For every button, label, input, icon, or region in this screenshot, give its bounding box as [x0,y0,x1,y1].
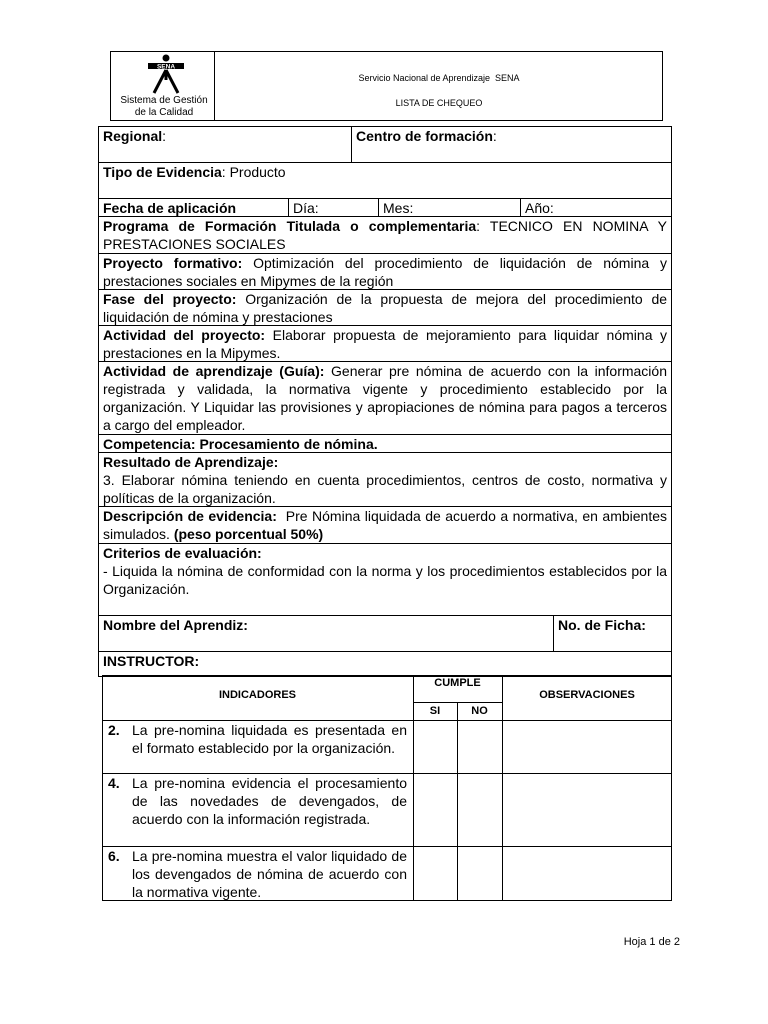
programa-label: Programa de Formación Titulada o complementaria [103,218,477,234]
actividad-aprendizaje-value: Generar pre nómina de acuerdo con la información registrada y validada, la normativa vigente y procedimiento establecido por la organización. Y Liquidar las provisiones y apropiaciones de nómina para pagos a terceros a cargo del empleador. [103,363,667,433]
tipo-evidencia: Tipo de Evidencia: Producto [103,164,286,180]
indicator-text: La pre-nomina muestra el valor liquidado de los devengados de nómina de acuerdo con la normativa vigente. [132,848,407,900]
si-cell-row-2[interactable] [414,774,457,846]
no-cell-row-3[interactable] [458,847,502,901]
actividad-aprendizaje-label: Actividad de aprendizaje (Guía): [103,363,325,379]
criterios-value: - Liquida la nómina de conformidad con la norma y los procedimientos establecidos por la Organización. [103,563,667,597]
fecha-label: Fecha de aplicación [103,200,237,216]
header-divider [214,51,215,121]
actividad-proyecto-row [99,326,671,362]
proyecto-label: Proyecto formativo: [103,255,243,271]
nombre-aprendiz-field[interactable]: Nombre del Aprendiz: [103,617,248,633]
resultado-value: 3. Elaborar nómina teniendo en cuenta procedimientos, centros de costo, normativa y políticas de la organización. [103,472,667,506]
actividad-aprendizaje-row [99,362,671,434]
anio-field[interactable]: Año: [525,200,554,216]
programa-row: Programa de Formación Titulada o complementaria: TECNICO EN NOMINA Y PRESTACIONES SOCIALES [103,218,667,252]
indicator-number: 6. [108,848,120,864]
dia-field[interactable]: Día: [293,200,319,216]
proyecto-row [99,254,671,290]
descripcion-value: Pre Nómina liquidada de acuerdo a normativa, en ambientes simulados. [103,508,668,542]
resultado-label: Resultado de Aprendizaje: [103,454,279,470]
logo-text: SENA [156,63,176,71]
institution-name: Servicio Nacional de Aprendizaje SENA [358,73,520,83]
no-cell-row-1[interactable] [458,721,502,773]
si-cell-row-3[interactable] [414,847,457,901]
col-indicadores: INDICADORES [218,689,296,701]
actividad-proyecto-value: Elaborar propuesta de mejoramiento para liquidar nómina y prestaciones en la Mipymes. [103,327,668,361]
centro-field[interactable]: Centro de formación: [356,128,497,144]
indicator-text: La pre-nomina liquidada es presentada en el formato establecido por la organización. [132,722,407,756]
descripcion-row [99,507,671,543]
regional-label: Regional [103,128,163,144]
document-type: LISTA DE CHEQUEO [395,98,483,108]
system-line-1: Sistema de Gestión [120,95,208,106]
regional-field[interactable]: Regional: [103,128,167,144]
descripcion-label: Descripción de evidencia: [103,508,277,524]
fase-value: Organización de la propuesta de mejora del procedimiento de liquidación de nómina y prestaciones [103,291,668,325]
descripcion-peso: (peso porcentual 50%) [173,526,324,542]
centro-label: Centro de formación [356,128,493,144]
col-no: NO [471,705,488,717]
page-number: Hoja 1 de 2 [623,936,680,948]
ficha-field[interactable]: No. de Ficha: [558,617,646,633]
no-cell-row-2[interactable] [458,774,502,846]
col-si: SI [429,705,441,717]
programa-value: TECNICO EN NOMINA Y PRESTACIONES SOCIALES [103,218,667,252]
instructor-field[interactable]: INSTRUCTOR: [103,653,200,669]
indicator-text: La pre-nomina evidencia el procesamiento de las novedades de devengados, de acuerdo con la información registrada. [132,775,407,827]
obs-cell-row-2[interactable] [503,774,671,846]
competencia-row: Competencia: Procesamiento de nómina. [103,436,378,452]
tipo-label: Tipo de Evidencia [103,164,222,180]
obs-cell-row-3[interactable] [503,847,671,901]
indicator-row [102,721,413,773]
resultado-row [99,453,671,507]
col-cumple: CUMPLE [434,677,481,689]
fase-row [99,290,671,326]
indicator-row [102,774,413,846]
system-label [114,95,214,119]
proyecto-value: Optimización del procedimiento de liquidación de nómina y prestaciones sociales en Mipymes de la región [103,255,668,289]
obs-cell-row-1[interactable] [503,721,671,773]
mes-field[interactable]: Mes: [383,200,414,216]
indicator-row [102,847,413,901]
indicator-number: 4. [108,775,120,791]
criterios-row [99,544,671,598]
indicator-number: 2. [108,722,120,738]
fase-label: Fase del proyecto: [103,291,237,307]
actividad-proyecto-label: Actividad del proyecto: [103,327,266,343]
sena-logo [140,53,192,95]
col-observaciones: OBSERVACIONES [539,689,635,701]
si-cell-row-1[interactable] [414,721,457,773]
criterios-label: Criterios de evaluación: [103,545,262,561]
sena-logo-icon [140,53,192,95]
system-line-2: de la Calidad [134,107,194,118]
tipo-value: Producto [229,164,286,180]
